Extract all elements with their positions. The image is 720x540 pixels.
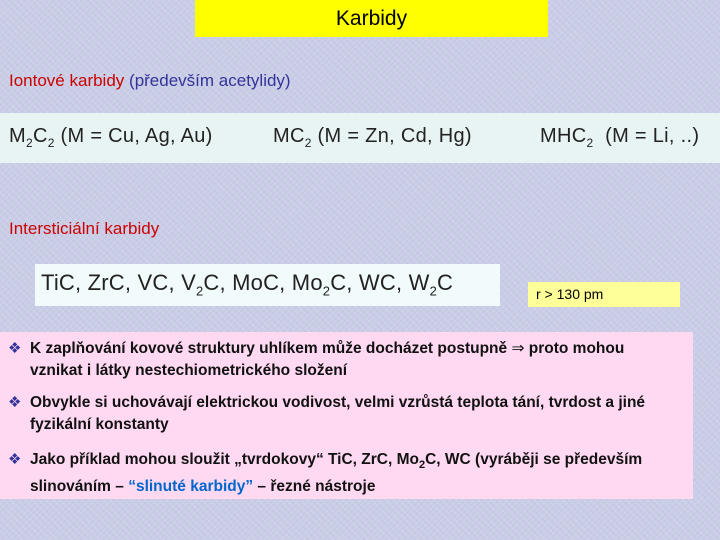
bullet-3-text-a: Jako příklad mohou sloužit „tvrdokovy“ TiC, ZrC, Mo	[30, 451, 419, 468]
bullets-panel	[0, 332, 693, 499]
interstitial-carbides-heading	[9, 219, 159, 239]
interstitial-sub-1: 2	[195, 283, 204, 299]
interstitial-heading-text: Intersticiální karbidy	[9, 219, 160, 238]
interstitial-part-2: C, MoC, Mo	[203, 270, 323, 295]
ionic-heading-text: Iontové karbidy	[9, 71, 125, 90]
formula-mhc2-a: MHC	[540, 125, 587, 147]
radius-text: r > 130 pm	[536, 286, 604, 302]
bullet-3-text-b: C, WC (vyráběji se především slinováním –	[30, 451, 643, 496]
interstitial-sub-3: 2	[429, 283, 437, 299]
radius-note	[528, 282, 680, 307]
bullet-item-2	[8, 392, 680, 436]
diamond-bullet-icon: ❖	[8, 451, 22, 468]
bullet-item-3	[8, 449, 680, 498]
formula-m2c2-metals: (M = Cu, Ag, Au)	[54, 125, 213, 147]
formula-m2c2-sub1: 2	[25, 136, 33, 150]
formula-mc2-metals: (M = Zn, Cd, Hg)	[311, 125, 472, 147]
bullet-2-text: Obvykle si uchovávají elektrickou vodivost, velmi vzrůstá teplota tání, tvrdost a jiné fyzikální konstanty	[30, 394, 646, 433]
interstitial-formula-box	[35, 264, 500, 306]
bullet-1-text-a: K zaplňování kovové struktury uhlíkem může docházet postupně	[30, 340, 512, 357]
formula-mhc2-metals: (M = Li, ..)	[593, 125, 700, 147]
interstitial-sub-2: 2	[322, 283, 331, 299]
ionic-heading-paren: (především acetylidy)	[129, 71, 291, 90]
bullet-3-text-c: – řezné nástroje	[253, 478, 376, 496]
slide-title	[195, 0, 548, 37]
bullet-3-sub: 2	[418, 459, 426, 472]
formula-mhc2-sub: 2	[586, 136, 594, 150]
formula-mhc2	[540, 125, 699, 150]
diamond-bullet-icon: ❖	[8, 340, 22, 357]
sintered-carbides-term: “slinuté karbidy”	[128, 478, 254, 496]
slide-title-text: Karbidy	[335, 6, 408, 30]
interstitial-part-1: TiC, ZrC, VC, V	[41, 270, 196, 295]
bullet-1-text-b: proto mohou vznikat i látky nestechiometrického složení	[30, 340, 625, 379]
formula-m2c2-c: C	[32, 125, 48, 147]
interstitial-part-4: C	[437, 270, 454, 295]
bullet-item-1	[8, 338, 680, 382]
interstitial-part-3: C, WC, W	[330, 270, 430, 295]
formula-m2c2-sub2: 2	[47, 136, 55, 150]
formula-mc2-a: MC	[273, 125, 305, 147]
formula-mc2	[273, 125, 472, 150]
formula-m2c2	[9, 125, 213, 150]
formula-m2c2-a: M	[9, 125, 26, 147]
diamond-bullet-icon: ❖	[8, 394, 22, 411]
formula-mc2-sub: 2	[304, 136, 312, 150]
implies-arrow-icon: ⇒	[511, 340, 525, 357]
ionic-carbides-heading	[9, 71, 291, 91]
